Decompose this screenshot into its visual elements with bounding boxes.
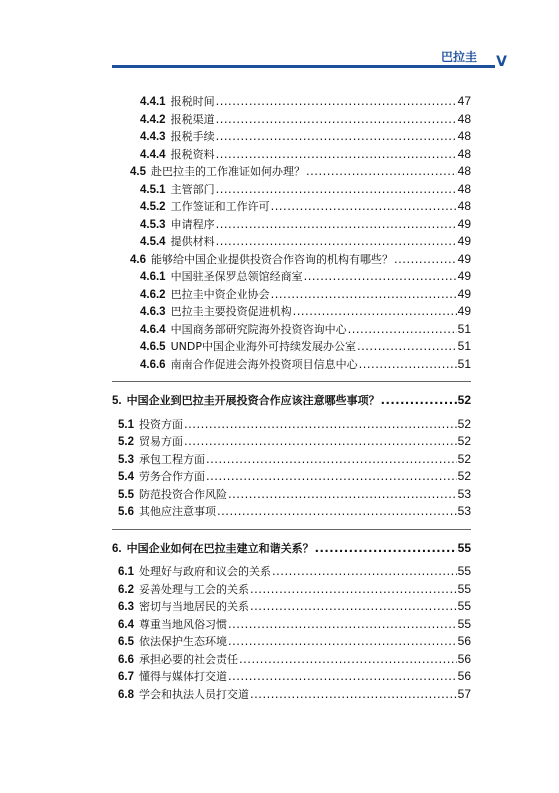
- toc-page: 48: [457, 129, 471, 143]
- dot-leader: [271, 199, 457, 213]
- dot-leader: [216, 129, 457, 143]
- toc-entry[interactable]: [112, 451, 471, 469]
- toc-number: 4.5: [130, 166, 146, 178]
- toc-title: 尊重当地风俗习惯: [139, 617, 227, 631]
- toc-title: 报税渠道: [170, 112, 215, 126]
- toc-entry[interactable]: [112, 686, 471, 704]
- dot-leader: [250, 599, 457, 613]
- dot-leader: [293, 304, 457, 318]
- toc-section-5[interactable]: [112, 392, 471, 410]
- dot-leader: [394, 252, 457, 266]
- toc-page: 55: [457, 616, 471, 631]
- toc-title: 妥善处理与工会的关系: [139, 582, 249, 596]
- toc-title: 工作签证和工作许可: [170, 200, 270, 213]
- dot-leader: [228, 634, 457, 648]
- toc-page: 53: [457, 504, 471, 518]
- toc-entry[interactable]: [112, 128, 471, 146]
- toc-number: 4.5.1: [140, 183, 166, 196]
- dot-leader: [184, 417, 457, 431]
- dot-leader: [228, 669, 457, 683]
- toc-page: 49: [457, 286, 471, 301]
- dot-leader: [239, 652, 457, 666]
- toc-title: 巴拉圭中资企业协会: [170, 287, 270, 301]
- toc-page: 49: [457, 304, 471, 318]
- dot-leader: [206, 452, 457, 466]
- dot-leader: [216, 234, 457, 248]
- toc-page: 49: [457, 251, 471, 266]
- section-divider: [112, 529, 471, 530]
- toc-entry[interactable]: [112, 486, 471, 504]
- toc-title: 提供材料: [170, 235, 215, 248]
- toc-title: 投资方面: [139, 417, 183, 431]
- dot-leader: [216, 182, 457, 196]
- header-rule: [112, 65, 495, 68]
- toc-entry[interactable]: [112, 181, 471, 199]
- dot-leader: [306, 164, 457, 178]
- dot-leader: [250, 687, 457, 701]
- dot-leader: [217, 504, 457, 518]
- toc-title: UNDP中国企业海外可持续发展办公室: [170, 340, 356, 353]
- toc-number: 6.3: [118, 601, 134, 613]
- toc-title: 中国商务部研究院海外投资咨询中心: [170, 322, 347, 336]
- toc-entry[interactable]: [112, 468, 471, 486]
- toc-title: 处理好与政府和议会的关系: [139, 565, 271, 578]
- toc-number: 5.3: [118, 453, 134, 466]
- toc-title: 中国驻圣保罗总领馆经商室: [170, 270, 303, 283]
- toc-page: 55: [457, 540, 471, 555]
- toc-entry[interactable]: [112, 416, 471, 434]
- toc-number: 4.5.3: [140, 218, 166, 231]
- toc-number: 6.8: [118, 688, 134, 701]
- toc-number: 5.1: [118, 418, 134, 431]
- toc-number: 5.: [112, 395, 122, 407]
- toc-number: 6.6: [118, 653, 134, 666]
- toc-page: 48: [457, 199, 471, 213]
- dot-leader: [228, 487, 457, 501]
- toc-entry[interactable]: [112, 503, 471, 521]
- toc-title: 赴巴拉圭的工作准证如何办理？: [151, 165, 305, 178]
- toc-entry[interactable]: [112, 633, 471, 651]
- toc-number: 6.4: [118, 618, 134, 631]
- toc-page: 48: [457, 111, 471, 126]
- toc-title: 防范投资合作风险: [139, 487, 227, 501]
- toc-number: 4.5.4: [140, 236, 166, 248]
- toc-group-section-5: [112, 416, 471, 521]
- toc-title: 报税时间: [170, 95, 215, 108]
- toc-number: 4.6.5: [140, 341, 166, 353]
- toc-page: 49: [457, 216, 471, 231]
- toc-entry[interactable]: [112, 321, 471, 339]
- toc-entry[interactable]: [112, 598, 471, 616]
- toc-title: 懂得与媒体打交道: [139, 670, 227, 683]
- toc-number: 5.5: [118, 488, 134, 501]
- dot-leader: [271, 287, 457, 301]
- toc-entry[interactable]: [112, 251, 471, 269]
- toc-group-section-4: [112, 93, 471, 373]
- toc-page: 48: [457, 146, 471, 161]
- toc-page: 49: [457, 234, 471, 248]
- toc-entry[interactable]: [112, 338, 471, 356]
- dot-leader: [357, 339, 457, 353]
- toc-number: 4.4.3: [140, 131, 166, 143]
- toc-number: 6.7: [118, 671, 134, 683]
- toc-entry[interactable]: [112, 93, 471, 111]
- toc-page: 52: [457, 393, 471, 407]
- toc-page: 48: [457, 181, 471, 196]
- toc-title: 承包工程方面: [139, 452, 205, 466]
- toc-title: 承担必要的社会责任: [139, 652, 238, 666]
- toc-number: 4.6.6: [140, 358, 166, 371]
- toc-number: 6.: [112, 542, 122, 555]
- toc-group-section-6: [112, 563, 471, 703]
- toc-entry[interactable]: [112, 581, 471, 599]
- dot-leader: [184, 434, 457, 448]
- toc-entry[interactable]: [112, 651, 471, 669]
- toc-entry[interactable]: [112, 146, 471, 164]
- dot-leader: [348, 322, 457, 336]
- toc-number: 6.1: [118, 566, 134, 578]
- toc-entry[interactable]: [112, 433, 471, 451]
- dot-leader: [228, 617, 457, 631]
- dot-leader: [304, 269, 457, 283]
- toc-number: 4.4.2: [140, 113, 166, 126]
- dot-leader: [216, 112, 457, 126]
- dot-leader: [272, 564, 457, 578]
- toc-number: 4.4.4: [140, 148, 166, 161]
- toc-title: 主管部门: [170, 182, 215, 196]
- dot-leader: [216, 147, 457, 161]
- toc-title: 巴拉圭主要投资促进机构: [170, 305, 292, 318]
- toc-number: 4.6.1: [140, 271, 166, 283]
- toc-page: 56: [457, 669, 471, 683]
- toc-title: 劳务合作方面: [139, 470, 205, 483]
- toc-number: 5.6: [118, 506, 134, 518]
- running-header-title: 巴拉圭: [440, 50, 477, 64]
- toc-number: 4.4.1: [140, 96, 166, 108]
- toc-entry[interactable]: [112, 668, 471, 686]
- dot-leader: [250, 582, 457, 596]
- toc-page: 55: [457, 599, 471, 613]
- toc-title: 能够给中国企业提供投资合作咨询的机构有哪些？: [151, 252, 393, 266]
- toc-page: 51: [457, 339, 471, 353]
- toc-page: 53: [457, 486, 471, 501]
- toc-page: 52: [457, 469, 471, 483]
- toc-number: 6.5: [118, 636, 134, 648]
- toc-page: 55: [457, 564, 471, 578]
- toc-entry[interactable]: [112, 563, 471, 581]
- toc-entry[interactable]: [112, 111, 471, 129]
- dot-leader: [359, 357, 457, 371]
- section-divider: [112, 381, 471, 382]
- toc-title: 中国企业到巴拉圭开展投资合作应该注意哪些事项？: [126, 394, 380, 407]
- toc-page: 56: [457, 634, 471, 648]
- toc-number: 6.2: [118, 583, 134, 596]
- toc-page: 55: [457, 581, 471, 596]
- toc-title: 报税手续: [170, 130, 215, 143]
- toc-title: 学会和执法人员打交道: [139, 687, 249, 701]
- dot-leader: [216, 94, 457, 108]
- toc-number: 4.6.4: [140, 323, 166, 336]
- toc-entry[interactable]: [112, 268, 471, 286]
- toc-title: 其他应注意事项: [139, 505, 216, 518]
- dot-leader: [206, 469, 457, 483]
- toc-page: 56: [457, 651, 471, 666]
- toc-title: 密切与当地居民的关系: [139, 600, 249, 613]
- toc-entry[interactable]: [112, 163, 471, 181]
- toc-page: 57: [457, 686, 471, 701]
- toc-title: 报税资料: [170, 147, 215, 161]
- toc-title: 中国企业如何在巴拉圭建立和谐关系？: [126, 541, 314, 555]
- toc-page: 51: [457, 321, 471, 336]
- dot-leader: [216, 217, 457, 231]
- toc-number: 4.6.2: [140, 288, 166, 301]
- toc-entry[interactable]: [112, 198, 471, 216]
- toc-title: 南南合作促进会海外投资项目信息中心: [170, 357, 358, 371]
- toc-entry[interactable]: [112, 303, 471, 321]
- toc-entry[interactable]: [112, 356, 471, 374]
- toc-page: 47: [457, 94, 471, 108]
- toc-page: 52: [457, 451, 471, 466]
- toc-entry[interactable]: [112, 216, 471, 234]
- toc-page: 52: [457, 434, 471, 448]
- toc-entry[interactable]: [112, 233, 471, 251]
- dot-leader: [381, 393, 457, 407]
- dot-leader: [315, 541, 457, 555]
- toc-number: 5.4: [118, 471, 134, 483]
- toc-number: 4.6.3: [140, 306, 166, 318]
- page-numeral: V: [496, 54, 507, 70]
- toc-page: 48: [457, 164, 471, 178]
- toc-page: 51: [457, 356, 471, 371]
- toc-section-6[interactable]: [112, 540, 471, 558]
- toc-page: 52: [457, 416, 471, 431]
- toc-title: 申请程序: [170, 217, 215, 231]
- toc-page: 49: [457, 269, 471, 283]
- toc-entry[interactable]: [112, 286, 471, 304]
- table-of-contents: [112, 93, 471, 703]
- toc-entry[interactable]: [112, 616, 471, 634]
- toc-title: 依法保护生态环境: [139, 635, 227, 648]
- toc-number: 4.6: [130, 253, 146, 266]
- toc-number: 5.2: [118, 436, 134, 448]
- toc-number: 4.5.2: [140, 201, 166, 213]
- toc-title: 贸易方面: [139, 435, 183, 448]
